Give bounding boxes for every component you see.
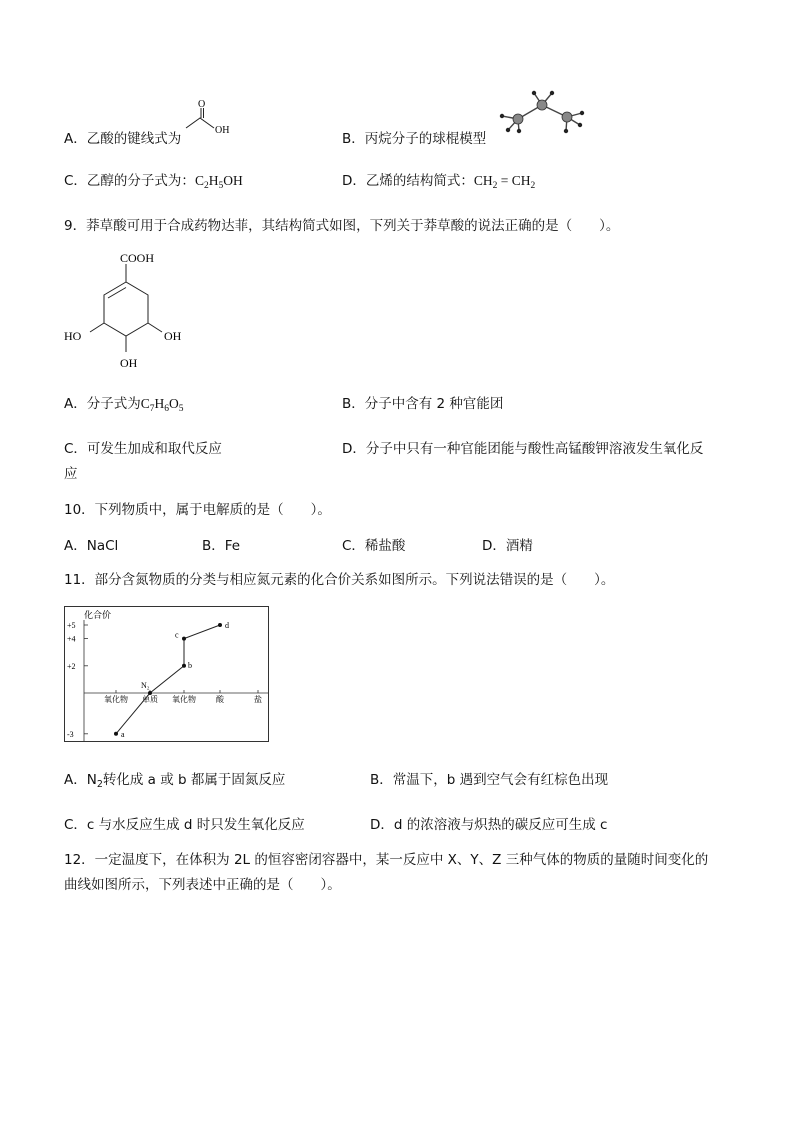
q9-option-b: B．分子中含有 2 种官能团 [342,396,504,412]
x-category-label: 盐 [254,695,262,704]
formula-subscript: 7 [149,404,155,414]
q8-option-d-label: D．乙烯的结构简式： [342,173,474,189]
formula-subscript: 2 [203,181,209,191]
q11-option-c: C．c 与水反应生成 d 时只发生氧化反应 [64,817,305,833]
q10-option-b: B．Fe [202,538,241,554]
q9-stem: 9．莽草酸可用于合成药物达菲，其结构简式如图，下列关于莽草酸的说法正确的是（ ）。 [64,218,620,234]
formula-part: C [140,396,150,411]
point-label: a [121,729,125,739]
q10-option-c: C．稀盐酸 [342,538,406,554]
q9-option-a [64,395,184,413]
point-label: b [188,660,192,670]
y-tick-label: -3 [67,729,74,739]
point-a [114,732,118,736]
shikimic-acid-formula [140,396,184,414]
q8-option-b [342,130,486,148]
ho-left-label: HO [64,329,82,343]
formula-part: C [194,173,204,188]
q9-option-d: D．分子中只有一种官能团能与酸性高锰酸钾溶液发生氧化反 [342,441,704,457]
y-tick-label: +5 [67,621,76,630]
q9-option-a-label: A．分子式为 [64,396,141,412]
point-c [182,637,186,641]
chart-frame [65,607,269,742]
point-b [182,664,186,668]
x-category-label: 酸 [216,695,224,704]
q10-option-a: A．NaCl [64,538,119,554]
q11-option-a-subscript: 2 [96,779,103,790]
q8-option-a-label: A．乙酸的键线式为 [64,131,182,147]
valence-series-line [116,625,220,734]
formula-subscript: 6 [164,404,170,414]
q11-option-a-post: 转化成 a 或 b 都属于固氮反应 [102,772,286,788]
y-tick-label: +4 [67,634,76,644]
q12-stem-line2: 曲线如图所示，下列表述中正确的是（ ）。 [64,877,341,893]
q8-option-c-label: C．乙醇的分子式为： [64,173,195,189]
acetic-acid-o-label: O [198,99,206,110]
formula-part: CH [473,173,493,188]
point-label: c [175,630,179,640]
q8-option-c [64,172,243,190]
oh-right-label: OH [164,329,182,343]
q11-option-d: D．d 的浓溶液与炽热的碳反应可生成 c [370,817,608,833]
formula-subscript: 5 [178,404,184,414]
ethanol-formula [194,173,243,191]
y-tick-label: +2 [67,661,76,671]
formula-part: = CH [497,173,531,188]
cooh-label: COOH [120,251,155,265]
q10-option-d: D．酒精 [482,538,533,554]
formula-part: H [154,396,165,411]
formula-subscript: 2 [492,181,498,191]
nitrogen-valence-chart [64,606,270,744]
q8-option-d [342,172,535,190]
q9-option-d-continuation: 应 [64,466,78,482]
formula-part: O [169,396,179,411]
q8-option-a [64,130,181,148]
chart-ylabel: 化合价 [84,610,112,620]
q12-stem-line1: 12．一定温度下，在体积为 2L 的恒容密闭容器中，某一反应中 X、Y、Z 三种气体的物质的量随时间变化的 [64,852,709,868]
propane-ball-stick-model [494,88,594,136]
formula-part: OH [223,173,243,188]
q11-option-b: B．常温下，b 遇到空气会有红棕色出现 [370,772,609,788]
formula-subscript: 5 [218,181,224,191]
shikimic-acid-structure [62,248,202,372]
q11-option-a [64,771,285,789]
x-category-label: 氧化物 [172,695,196,704]
q9-option-c: C．可发生加成和取代反应 [64,441,222,457]
ethylene-formula [473,173,536,191]
q11-option-a-pre: A．N [64,772,97,788]
acetic-acid-oh-label: OH [215,125,230,136]
q10-stem: 10．下列物质中，属于电解质的是（ ）。 [64,502,331,518]
point-label: d [225,621,229,630]
point-d [218,623,222,627]
formula-subscript: 2 [530,181,536,191]
point-n2 [148,691,152,695]
x-category-label: 氧化物 [104,695,128,704]
x-category-label: 单质 [142,695,158,704]
acetic-acid-skeletal-formula [180,98,240,140]
q11-stem: 11．部分含氮物质的分类与相应氮元素的化合价关系如图所示。下列说法错误的是（ ）。 [64,572,615,588]
oh-bottom-label: OH [120,356,138,370]
point-label: N₂ [141,681,150,690]
formula-part: H [208,173,219,188]
q8-option-b-label: B．丙烷分子的球棍模型 [342,131,487,147]
